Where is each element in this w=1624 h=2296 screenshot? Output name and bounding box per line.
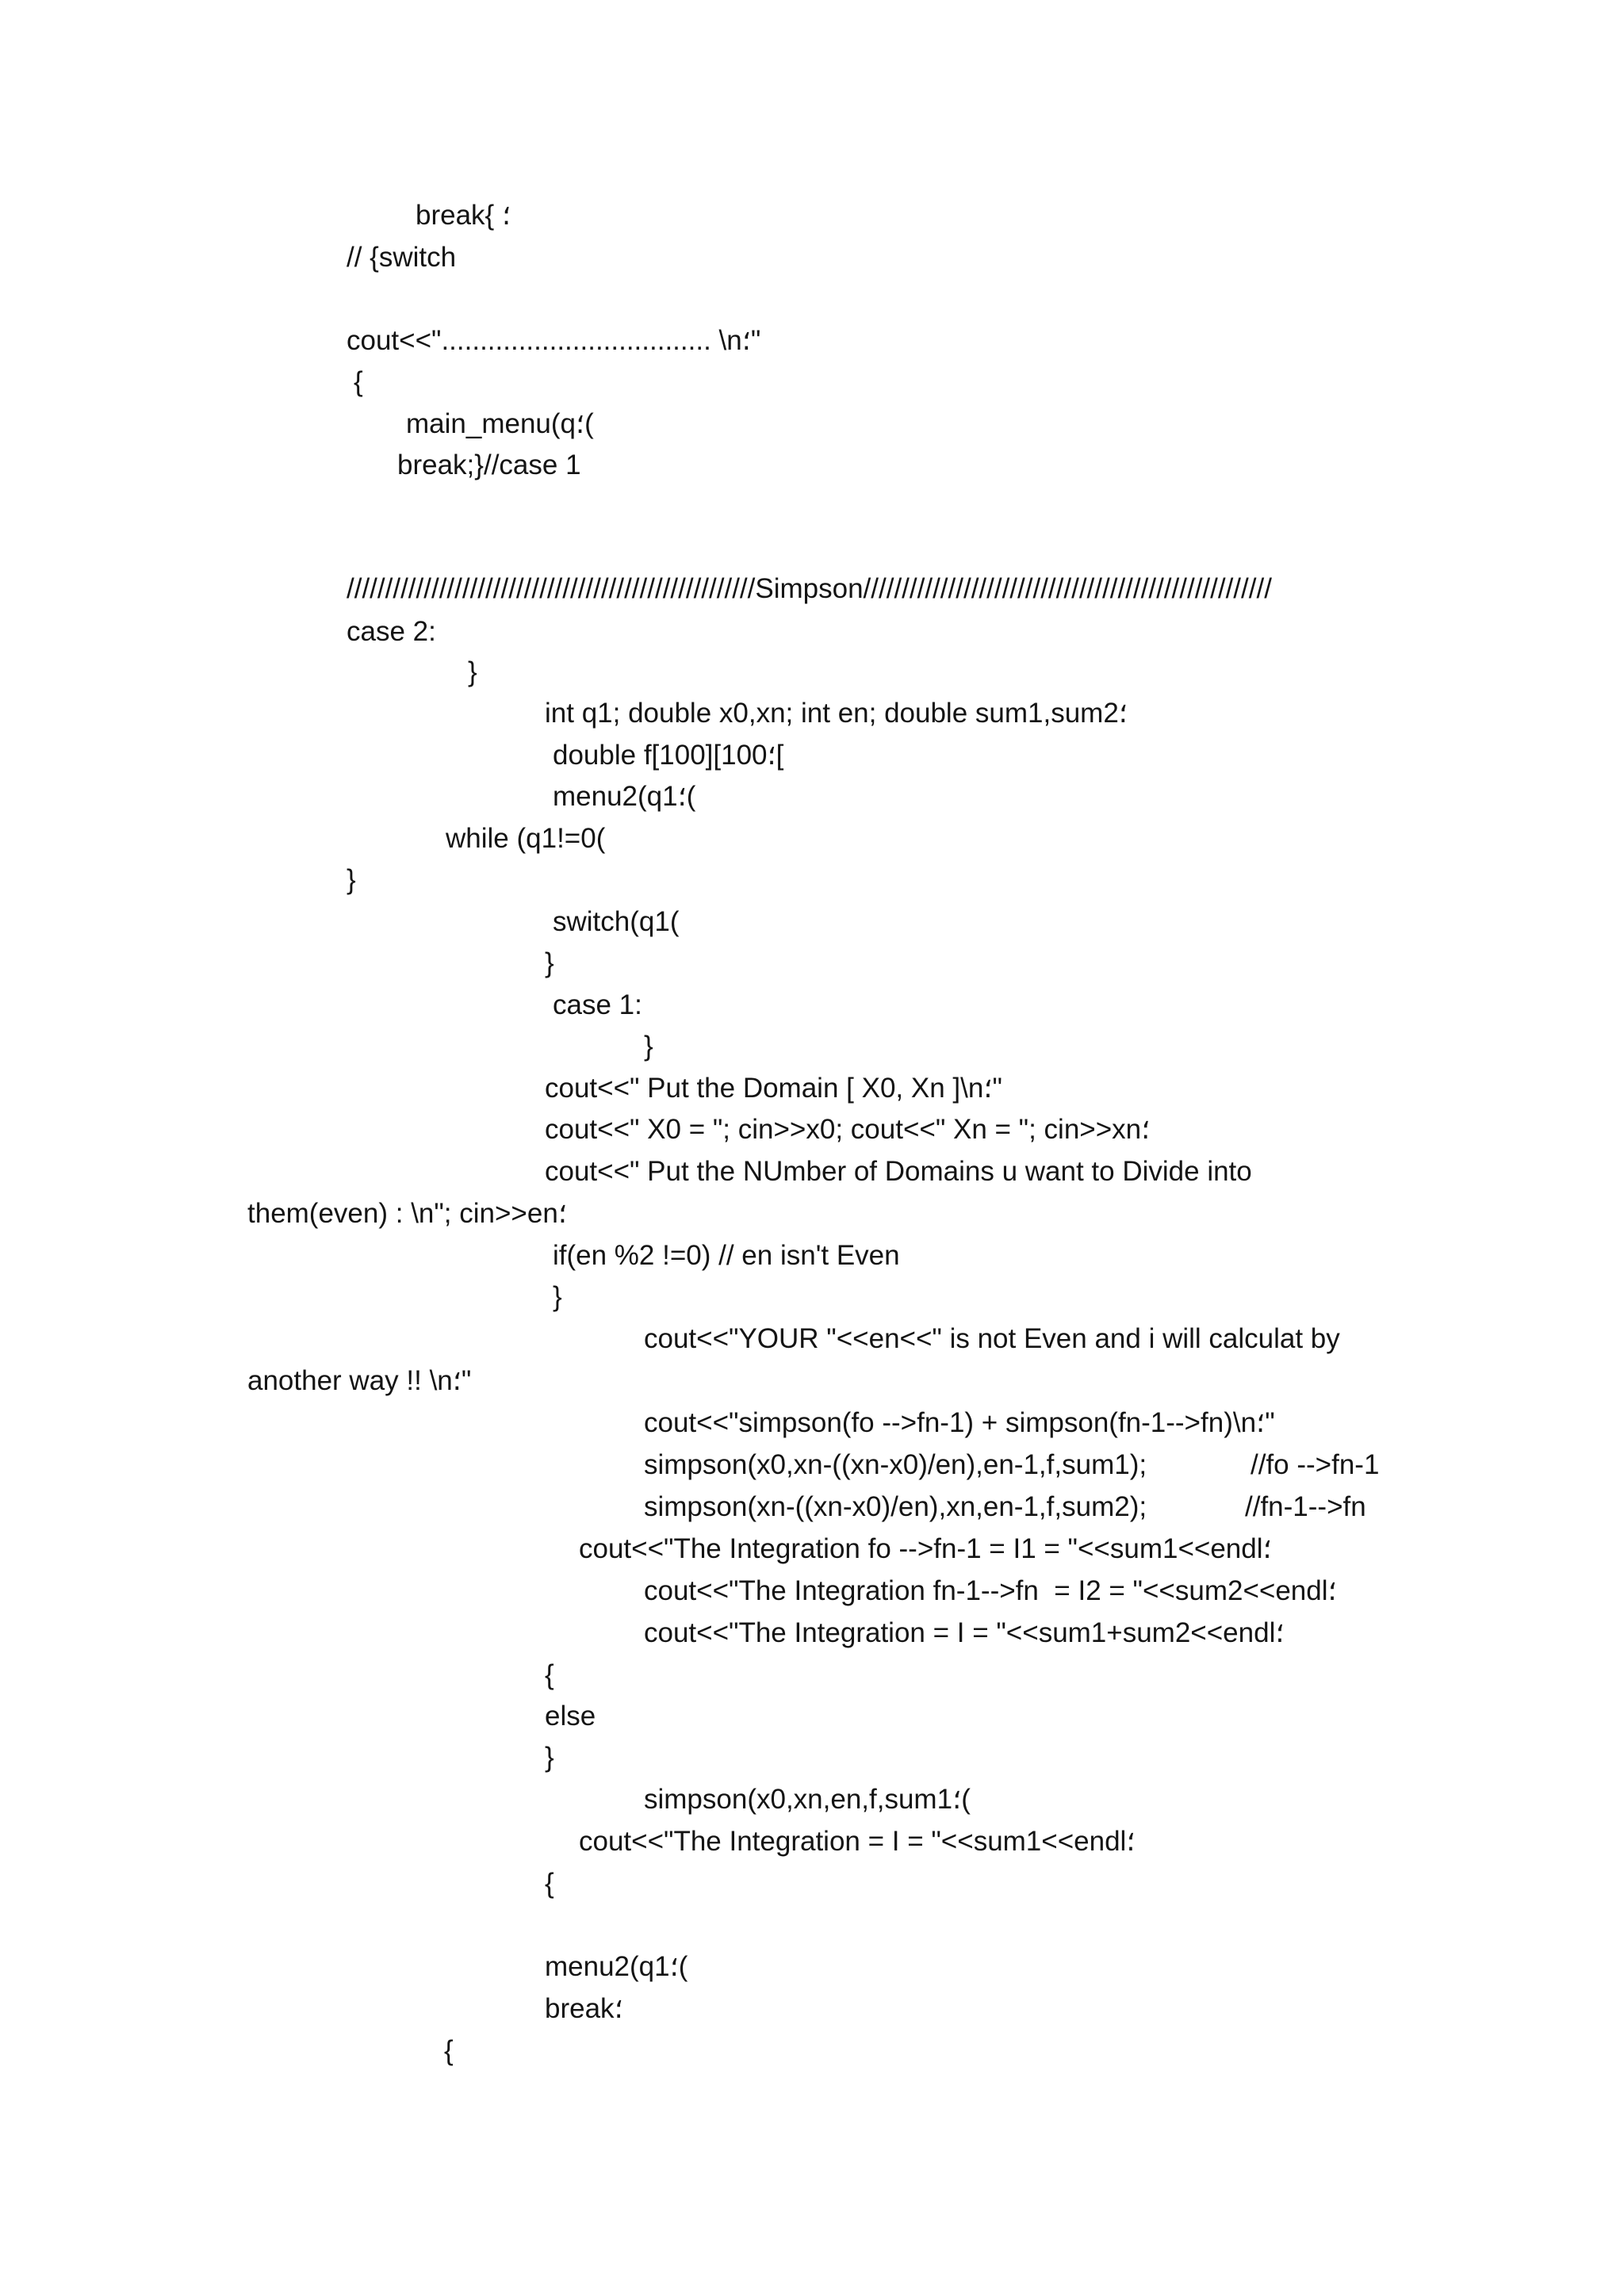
code-line: simpson(xn-((xn-x0)/en),xn,en-1,f,sum2);: [644, 1491, 1147, 1522]
code-line: {: [545, 1868, 554, 1899]
code-line: cout<<"The Integration fn-1-->fn = I2 = "<<sum2<<endl؛: [644, 1575, 1337, 1606]
code-line: cout<<"The Integration fo -->fn-1 = I1 = "<<sum1<<endl؛: [579, 1533, 1272, 1564]
code-line: case 2:: [347, 616, 436, 647]
code-line: }: [468, 656, 477, 687]
code-line: break{ ؛: [416, 200, 511, 231]
code-line: double f[100][100؛[: [553, 740, 784, 771]
code-line: // {switch: [347, 242, 457, 273]
code-line: break؛: [545, 1993, 623, 2024]
code-line: cout<<"The Integration = I = "<<sum1+sum2<<endl؛: [644, 1617, 1285, 1648]
code-comment: //fo -->fn-1: [1251, 1449, 1380, 1480]
code-line: cout<<" Put the NUmber of Domains u want to Divide into: [545, 1156, 1252, 1187]
code-line: }: [545, 1742, 554, 1773]
section-divider-simpson: /////////////////////////////////////////////////////Simpson/////////////////////////////////////////////////////: [347, 573, 1272, 604]
code-line: while (q1!=0(: [446, 823, 606, 854]
code-line: case 1:: [553, 989, 642, 1020]
code-line: cout<<" Put the Domain [ X0, Xn ]\n؛": [545, 1073, 1002, 1104]
code-line: them(even) : \n"; cin>>en؛: [247, 1198, 567, 1229]
code-line: {: [354, 366, 363, 397]
code-line: }: [347, 864, 356, 895]
code-line: simpson(x0,xn,en,f,sum1؛(: [644, 1784, 971, 1815]
code-line: else: [545, 1701, 596, 1732]
code-comment: //fn-1-->fn: [1245, 1491, 1366, 1522]
code-line: break;}//case 1: [397, 450, 581, 480]
code-line: simpson(x0,xn-((xn-x0)/en),en-1,f,sum1);: [644, 1449, 1147, 1480]
code-line: another way !! \n؛": [247, 1365, 472, 1396]
code-line: menu2(q1؛(: [553, 781, 696, 812]
code-line: }: [644, 1031, 653, 1062]
code-line: cout<<"The Integration = I = "<<sum1<<endl؛: [579, 1826, 1136, 1857]
code-line: {: [444, 2035, 454, 2066]
code-line: }: [545, 947, 554, 978]
code-line: cout<<"YOUR "<<en<<" is not Even and i will calculat by: [644, 1323, 1340, 1354]
code-line: cout<<" X0 = "; cin>>x0; cout<<" Xn = "; cin>>xn؛: [545, 1114, 1151, 1145]
code-line: switch(q1(: [553, 906, 680, 937]
code-line: {: [545, 1659, 554, 1690]
code-line: main_menu(q؛(: [406, 408, 594, 439]
code-line: cout<<"................................... \n؛": [347, 325, 761, 356]
code-line: menu2(q1؛(: [545, 1951, 688, 1982]
code-line: }: [553, 1281, 562, 1312]
code-line: if(en %2 !=0) // en isn't Even: [553, 1240, 900, 1271]
code-line: cout<<"simpson(fo -->fn-1) + simpson(fn-1-->fn)\n؛": [644, 1407, 1275, 1438]
code-line: int q1; double x0,xn; int en; double sum1,sum2؛: [545, 698, 1128, 729]
